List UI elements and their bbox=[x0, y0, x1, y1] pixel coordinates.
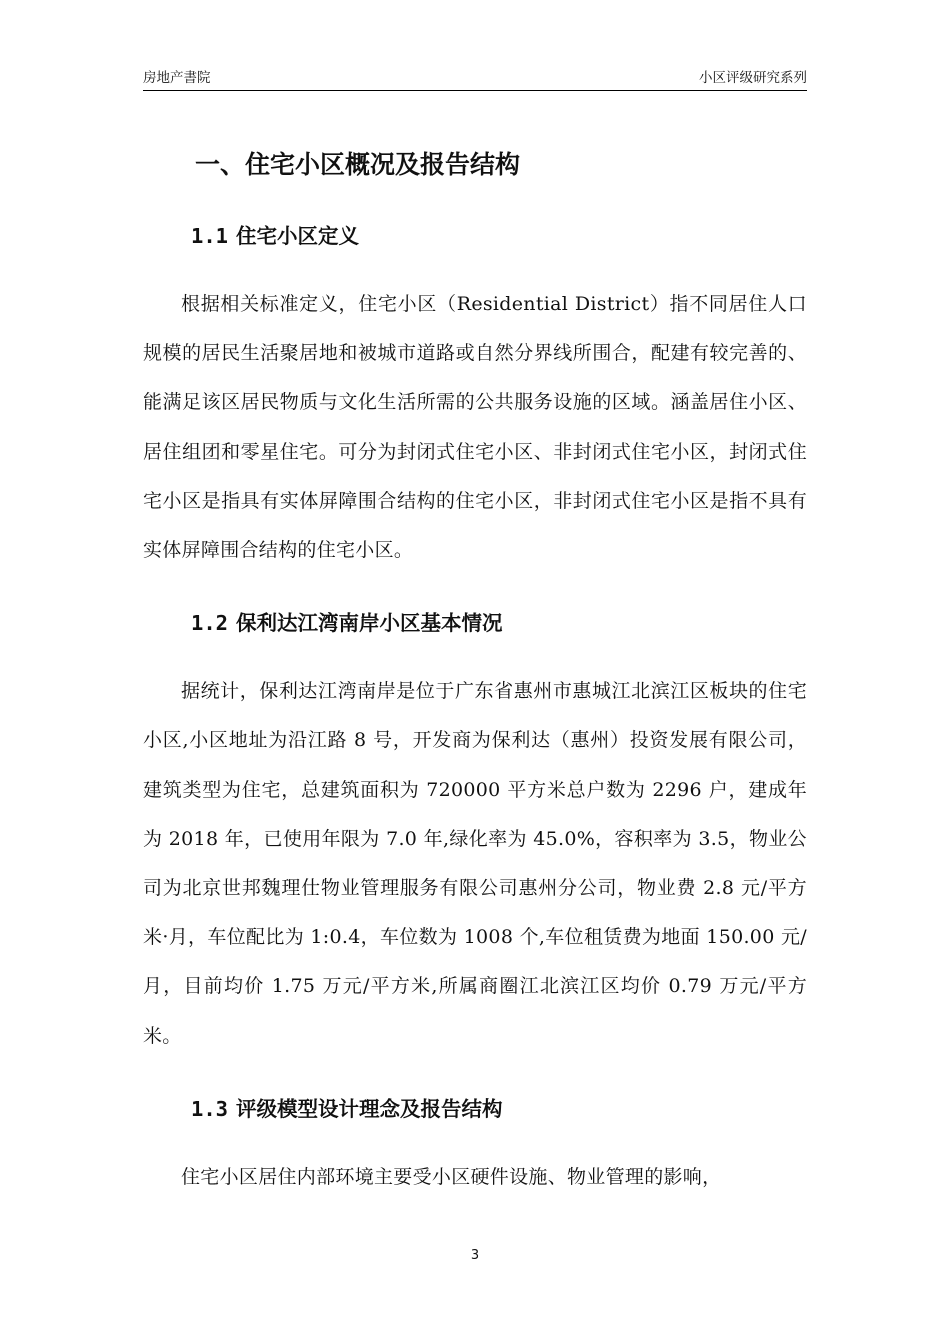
page-number: 3 bbox=[470, 1248, 480, 1263]
section-heading: 评级模型设计理念及报告结构 bbox=[236, 1096, 503, 1121]
header-right-text: 小区评级研究系列 bbox=[699, 70, 807, 86]
chapter-title: 一、住宅小区概况及报告结构 bbox=[195, 150, 521, 179]
section-title bbox=[191, 603, 807, 643]
section-heading: 住宅小区定义 bbox=[236, 224, 360, 248]
section-title bbox=[191, 1089, 807, 1129]
section-1-2 bbox=[143, 603, 807, 1061]
section-paragraph: 据统计，保利达江湾南岸是位于广东省惠州市惠城江北滨江区板块的住宅小区,小区地址为沿江路 8 号，开发商为保利达（惠州）投资发展有限公司，建筑类型为住宅，总建筑面积为 720000 平方米总户数为 2296 户，建成年为 2018 年，已使用年限为 7.0 年,绿化率为 45.0%，容积率为 3.5，物业公司为北京世邦魏理仕物业管理服务有限公司惠州分公司，物业费 2.8 元/平方米·月，车位配比为 1:0.4，车位数为 1008 个,车位租赁费为地面 150.00 元/月，目前均价 1.75 万元/平方米,所属商圈江北滨江区均价 0.79 万元/平方米。 bbox=[143, 680, 807, 1047]
page-header bbox=[143, 68, 807, 91]
header-left-text: 房地产書院 bbox=[143, 70, 211, 86]
section-heading: 保利达江湾南岸小区基本情况 bbox=[236, 611, 503, 636]
section-number: 1.1 bbox=[191, 224, 229, 248]
section-paragraph: 住宅小区居住内部环境主要受小区硬件设施、物业管理的影响， bbox=[181, 1165, 722, 1188]
section-1-1 bbox=[143, 216, 807, 575]
section-title bbox=[191, 216, 807, 256]
section-number: 1.3 bbox=[191, 1096, 229, 1121]
section-paragraph: 根据相关标准定义，住宅小区（Residential District）指不同居住人口规模的居民生活聚居地和被城市道路或自然分界线所围合，配建有较完善的、能满足该区居民物质与文化生活所需的公共服务设施的区域。涵盖居住小区、居住组团和零星住宅。可分为封闭式住宅小区、非封闭式住宅小区，封闭式住宅小区是指具有实体屏障围合结构的住宅小区，非封闭式住宅小区是指不具有实体屏障围合结构的住宅小区。 bbox=[143, 293, 807, 562]
section-1-3 bbox=[143, 1089, 807, 1202]
document-body bbox=[143, 142, 807, 1202]
section-number: 1.2 bbox=[191, 611, 229, 636]
